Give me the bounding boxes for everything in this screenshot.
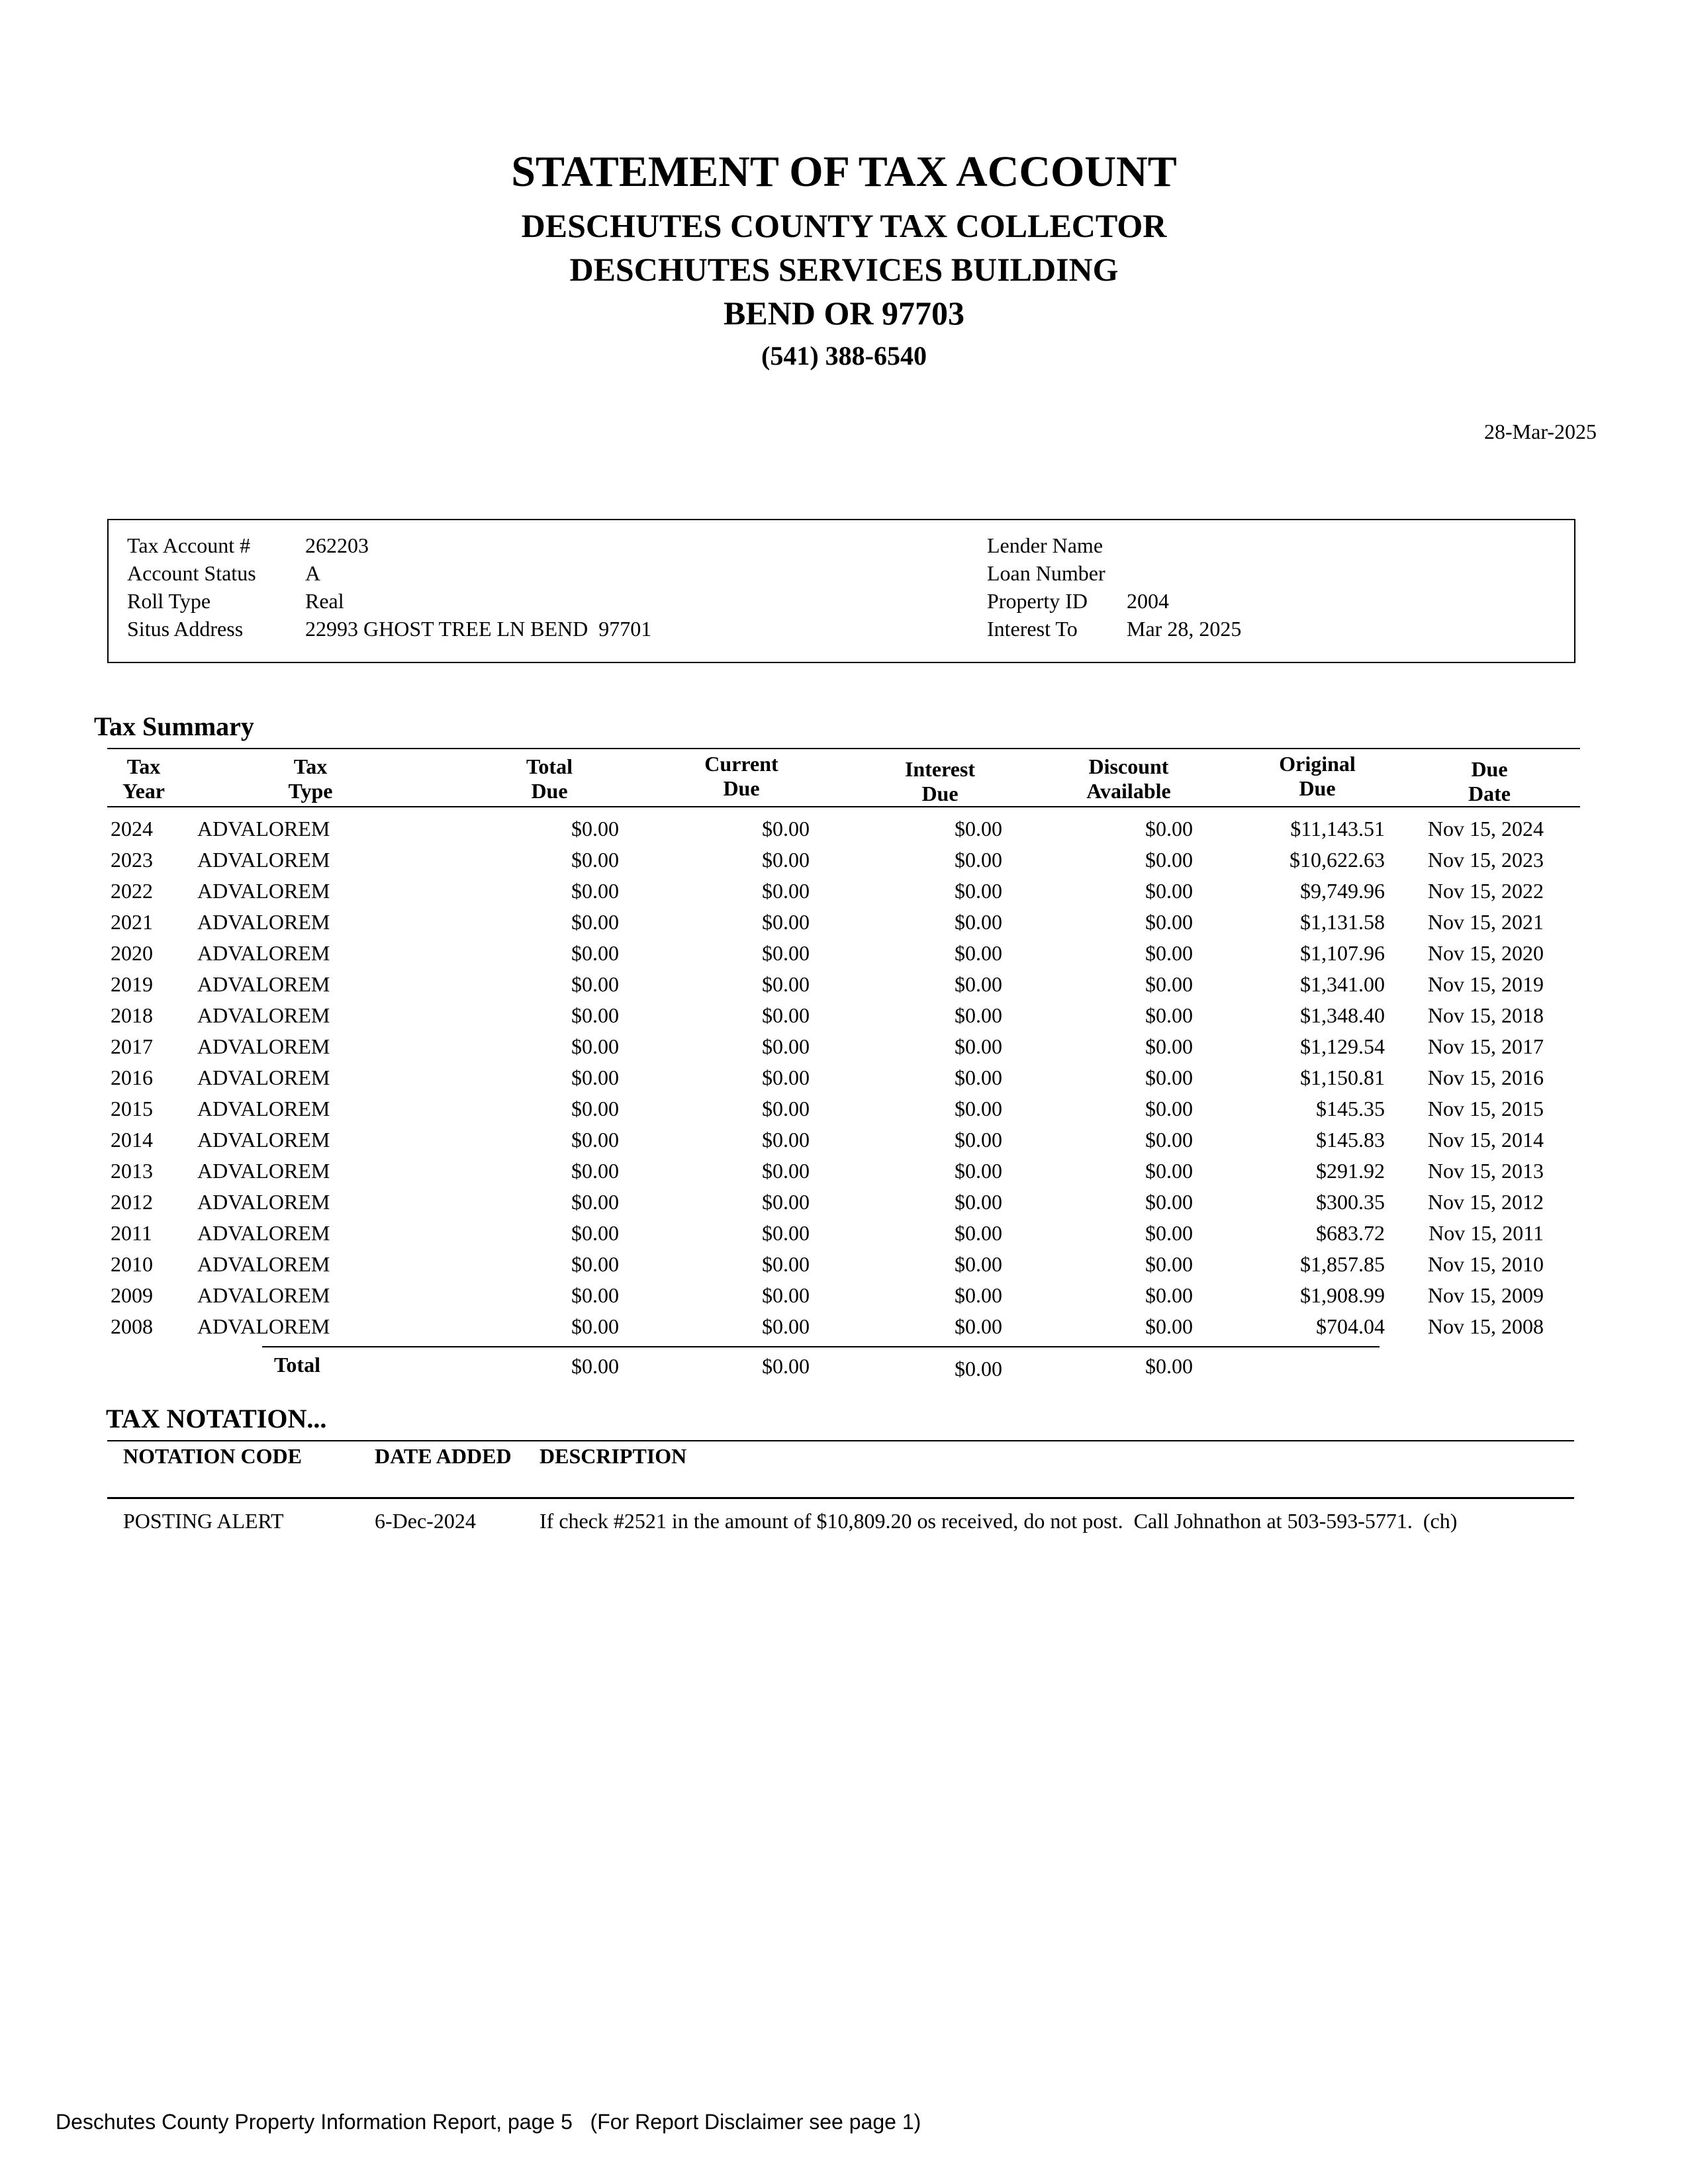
cell-current-due: $0.00	[762, 1128, 810, 1152]
total-label: Total	[274, 1353, 320, 1377]
cell-total-due: $0.00	[571, 1283, 619, 1307]
cell-original-due: $683.72	[1316, 1221, 1385, 1245]
cell-due-date: Nov 15, 2021	[1427, 910, 1544, 934]
cell-current-due: $0.00	[762, 1034, 810, 1058]
cell-tax-type: ADVALOREM	[197, 1221, 330, 1245]
column-header-line: Date	[1468, 782, 1511, 805]
column-header-discount-available	[1059, 754, 1198, 803]
cell-tax-year: 2020	[111, 941, 153, 965]
cell-total-due: $0.00	[571, 1159, 619, 1183]
cell-original-due: $291.92	[1316, 1159, 1385, 1183]
notation-code-header: NOTATION CODE	[123, 1444, 302, 1468]
total-rule	[262, 1346, 1380, 1347]
cell-tax-type: ADVALOREM	[197, 1159, 330, 1183]
cell-tax-year: 2013	[111, 1159, 153, 1183]
cell-due-date: Nov 15, 2012	[1427, 1190, 1544, 1214]
cell-discount-available: $0.00	[1145, 1097, 1193, 1120]
notation-code: POSTING ALERT	[123, 1509, 284, 1533]
column-header-line: Due	[1471, 757, 1508, 781]
cell-current-due: $0.00	[762, 1097, 810, 1120]
cell-due-date: Nov 15, 2015	[1427, 1097, 1544, 1120]
statement-date: 28-Mar-2025	[1484, 420, 1597, 443]
cell-interest-due: $0.00	[955, 910, 1002, 934]
column-header-line: Interest	[904, 757, 976, 781]
tax-account-label: Tax Account #	[127, 533, 251, 557]
organization-name: DESCHUTES COUNTY TAX COLLECTOR	[521, 207, 1167, 244]
cell-total-due: $0.00	[571, 1066, 619, 1089]
situs-address-label: Situs Address	[127, 617, 244, 641]
cell-tax-year: 2015	[111, 1097, 153, 1120]
cell-due-date: Nov 15, 2023	[1427, 848, 1544, 872]
summary-top-rule	[107, 748, 1580, 749]
cell-discount-available: $0.00	[1145, 1066, 1193, 1089]
date-added-header: DATE ADDED	[375, 1444, 512, 1468]
cell-tax-type: ADVALOREM	[197, 1252, 330, 1276]
cell-total-due: $0.00	[571, 910, 619, 934]
cell-tax-year: 2021	[111, 910, 153, 934]
situs-address-value: 22993 GHOST TREE LN BEND 97701	[305, 617, 652, 641]
cell-current-due: $0.00	[762, 1003, 810, 1027]
cell-total-due: $0.00	[571, 1314, 619, 1338]
cell-interest-due: $0.00	[955, 1034, 1002, 1058]
column-header-line: Due	[531, 779, 568, 803]
column-header-tax-type	[254, 754, 367, 803]
cell-tax-type: ADVALOREM	[197, 1314, 330, 1338]
column-header-tax-year	[107, 754, 180, 803]
cell-total-due: $0.00	[571, 879, 619, 903]
cell-total-due: $0.00	[571, 941, 619, 965]
cell-discount-available: $0.00	[1145, 848, 1193, 872]
cell-current-due: $0.00	[762, 879, 810, 903]
cell-original-due: $704.04	[1316, 1314, 1385, 1338]
cell-interest-due: $0.00	[955, 941, 1002, 965]
column-header-original-due	[1258, 752, 1377, 801]
cell-total-due: $0.00	[571, 1003, 619, 1027]
account-status-label: Account Status	[127, 561, 256, 585]
cell-current-due: $0.00	[762, 1252, 810, 1276]
cell-interest-due: $0.00	[955, 848, 1002, 872]
tax-summary-title: Tax Summary	[94, 711, 254, 741]
cell-tax-year: 2017	[111, 1034, 153, 1058]
cell-current-due: $0.00	[762, 1283, 810, 1307]
cell-due-date: Nov 15, 2017	[1427, 1034, 1544, 1058]
column-header-line: Discount	[1088, 754, 1169, 778]
column-header-line: Tax	[293, 754, 328, 778]
cell-original-due: $1,857.85	[1300, 1252, 1385, 1276]
property-id-label: Property ID	[987, 589, 1088, 613]
cell-due-date: Nov 15, 2016	[1427, 1066, 1544, 1089]
cell-total-due: $0.00	[571, 817, 619, 841]
cell-original-due: $145.35	[1316, 1097, 1385, 1120]
column-header-interest-due	[880, 757, 1000, 806]
cell-discount-available: $0.00	[1145, 1314, 1193, 1338]
cell-due-date: Nov 15, 2008	[1427, 1314, 1544, 1338]
cell-interest-due: $0.00	[955, 1283, 1002, 1307]
cell-due-date: Nov 15, 2024	[1427, 817, 1544, 841]
cell-discount-available: $0.00	[1145, 1128, 1193, 1152]
cell-interest-due: $0.00	[955, 1314, 1002, 1338]
cell-tax-type: ADVALOREM	[197, 1190, 330, 1214]
cell-original-due: $1,150.81	[1300, 1066, 1385, 1089]
cell-due-date: Nov 15, 2018	[1427, 1003, 1544, 1027]
cell-current-due: $0.00	[762, 1066, 810, 1089]
column-header-line: Year	[122, 779, 165, 803]
cell-interest-due: $0.00	[955, 1159, 1002, 1183]
page-footer: Deschutes County Property Information Report, page 5 (For Report Disclaimer see page 1)	[56, 2110, 921, 2134]
column-header-line: Original	[1279, 752, 1356, 776]
cell-tax-type: ADVALOREM	[197, 972, 330, 996]
notation-header-rule	[107, 1497, 1574, 1499]
cell-due-date: Nov 15, 2019	[1427, 972, 1544, 996]
cell-current-due: $0.00	[762, 910, 810, 934]
column-header-line: Available	[1086, 779, 1171, 803]
cell-tax-year: 2016	[111, 1066, 153, 1089]
cell-total-due: $0.00	[571, 848, 619, 872]
cell-original-due: $300.35	[1316, 1190, 1385, 1214]
statement-title: STATEMENT OF TAX ACCOUNT	[511, 148, 1177, 196]
cell-current-due: $0.00	[762, 848, 810, 872]
total-total-due: $0.00	[571, 1354, 619, 1378]
cell-original-due: $9,749.96	[1300, 879, 1385, 903]
cell-original-due: $1,341.00	[1300, 972, 1385, 996]
column-header-total-due	[490, 754, 609, 803]
interest-to-value: Mar 28, 2025	[1127, 617, 1242, 641]
cell-total-due: $0.00	[571, 1128, 619, 1152]
cell-original-due: $1,348.40	[1300, 1003, 1385, 1027]
lender-name-label: Lender Name	[987, 533, 1103, 557]
column-header-due-date	[1430, 757, 1549, 806]
total-discount-available: $0.00	[1145, 1354, 1193, 1378]
cell-total-due: $0.00	[571, 1252, 619, 1276]
cell-original-due: $1,107.96	[1300, 941, 1385, 965]
phone-number: (541) 388-6540	[761, 341, 927, 371]
cell-tax-year: 2008	[111, 1314, 153, 1338]
cell-tax-type: ADVALOREM	[197, 1034, 330, 1058]
building-name: DESCHUTES SERVICES BUILDING	[569, 251, 1119, 288]
cell-original-due: $11,143.51	[1290, 817, 1385, 841]
cell-interest-due: $0.00	[955, 817, 1002, 841]
cell-total-due: $0.00	[571, 1190, 619, 1214]
cell-tax-year: 2012	[111, 1190, 153, 1214]
cell-tax-year: 2023	[111, 848, 153, 872]
cell-tax-type: ADVALOREM	[197, 1066, 330, 1089]
interest-to-label: Interest To	[987, 617, 1078, 641]
cell-interest-due: $0.00	[955, 1252, 1002, 1276]
total-interest-due: $0.00	[955, 1357, 1002, 1381]
cell-original-due: $145.83	[1316, 1128, 1385, 1152]
column-header-line: Type	[288, 779, 333, 803]
cell-due-date: Nov 15, 2022	[1427, 879, 1544, 903]
cell-current-due: $0.00	[762, 1221, 810, 1245]
account-status-value: A	[305, 561, 321, 585]
cell-tax-year: 2022	[111, 879, 153, 903]
cell-discount-available: $0.00	[1145, 879, 1193, 903]
cell-current-due: $0.00	[762, 1190, 810, 1214]
summary-header-rule	[107, 806, 1580, 807]
cell-interest-due: $0.00	[955, 1221, 1002, 1245]
cell-discount-available: $0.00	[1145, 1003, 1193, 1027]
cell-due-date: Nov 15, 2011	[1429, 1221, 1544, 1245]
property-id-value: 2004	[1127, 589, 1169, 613]
cell-discount-available: $0.00	[1145, 972, 1193, 996]
cell-tax-type: ADVALOREM	[197, 941, 330, 965]
cell-tax-type: ADVALOREM	[197, 1097, 330, 1120]
column-header-current-due	[682, 752, 801, 801]
cell-interest-due: $0.00	[955, 879, 1002, 903]
column-header-line: Due	[1299, 776, 1336, 800]
cell-tax-type: ADVALOREM	[197, 817, 330, 841]
cell-discount-available: $0.00	[1145, 1034, 1193, 1058]
notation-description: If check #2521 in the amount of $10,809.20 os received, do not post. Call Johnathon at 503-593-5771. (ch)	[539, 1509, 1458, 1533]
cell-discount-available: $0.00	[1145, 941, 1193, 965]
cell-tax-type: ADVALOREM	[197, 1283, 330, 1307]
cell-tax-type: ADVALOREM	[197, 910, 330, 934]
cell-tax-type: ADVALOREM	[197, 1128, 330, 1152]
cell-discount-available: $0.00	[1145, 817, 1193, 841]
cell-tax-year: 2009	[111, 1283, 153, 1307]
cell-current-due: $0.00	[762, 1314, 810, 1338]
cell-discount-available: $0.00	[1145, 1283, 1193, 1307]
cell-discount-available: $0.00	[1145, 1221, 1193, 1245]
cell-original-due: $1,131.58	[1300, 910, 1385, 934]
cell-interest-due: $0.00	[955, 972, 1002, 996]
cell-current-due: $0.00	[762, 817, 810, 841]
cell-interest-due: $0.00	[955, 1003, 1002, 1027]
notation-top-rule	[107, 1440, 1574, 1441]
cell-discount-available: $0.00	[1145, 910, 1193, 934]
city-state-zip: BEND OR 97703	[724, 295, 964, 332]
cell-tax-year: 2024	[111, 817, 153, 841]
cell-due-date: Nov 15, 2020	[1427, 941, 1544, 965]
cell-discount-available: $0.00	[1145, 1159, 1193, 1183]
cell-tax-type: ADVALOREM	[197, 848, 330, 872]
description-header: DESCRIPTION	[539, 1444, 687, 1468]
tax-account-value: 262203	[305, 533, 369, 557]
cell-discount-available: $0.00	[1145, 1190, 1193, 1214]
cell-interest-due: $0.00	[955, 1066, 1002, 1089]
column-header-line: Due	[723, 776, 760, 800]
cell-current-due: $0.00	[762, 941, 810, 965]
cell-discount-available: $0.00	[1145, 1252, 1193, 1276]
cell-due-date: Nov 15, 2010	[1427, 1252, 1544, 1276]
column-header-line: Due	[921, 782, 959, 805]
column-header-line: Total	[526, 754, 573, 778]
cell-tax-type: ADVALOREM	[197, 879, 330, 903]
cell-due-date: Nov 15, 2013	[1427, 1159, 1544, 1183]
account-info-box	[107, 519, 1575, 663]
notation-date-added: 6-Dec-2024	[375, 1509, 476, 1533]
cell-interest-due: $0.00	[955, 1097, 1002, 1120]
column-header-line: Current	[704, 752, 778, 776]
cell-original-due: $1,908.99	[1300, 1283, 1385, 1307]
cell-tax-year: 2019	[111, 972, 153, 996]
cell-total-due: $0.00	[571, 1034, 619, 1058]
total-current-due: $0.00	[762, 1354, 810, 1378]
cell-current-due: $0.00	[762, 972, 810, 996]
cell-total-due: $0.00	[571, 1221, 619, 1245]
cell-tax-year: 2011	[111, 1221, 152, 1245]
cell-tax-type: ADVALOREM	[197, 1003, 330, 1027]
column-header-line: Tax	[126, 754, 161, 778]
roll-type-value: Real	[305, 589, 344, 613]
cell-original-due: $1,129.54	[1300, 1034, 1385, 1058]
cell-total-due: $0.00	[571, 972, 619, 996]
cell-due-date: Nov 15, 2009	[1427, 1283, 1544, 1307]
cell-original-due: $10,622.63	[1289, 848, 1385, 872]
cell-tax-year: 2018	[111, 1003, 153, 1027]
cell-tax-year: 2014	[111, 1128, 153, 1152]
cell-total-due: $0.00	[571, 1097, 619, 1120]
loan-number-label: Loan Number	[987, 561, 1105, 585]
cell-interest-due: $0.00	[955, 1128, 1002, 1152]
tax-notation-title: TAX NOTATION...	[106, 1404, 327, 1433]
cell-current-due: $0.00	[762, 1159, 810, 1183]
cell-interest-due: $0.00	[955, 1190, 1002, 1214]
cell-due-date: Nov 15, 2014	[1427, 1128, 1544, 1152]
cell-tax-year: 2010	[111, 1252, 153, 1276]
roll-type-label: Roll Type	[127, 589, 211, 613]
